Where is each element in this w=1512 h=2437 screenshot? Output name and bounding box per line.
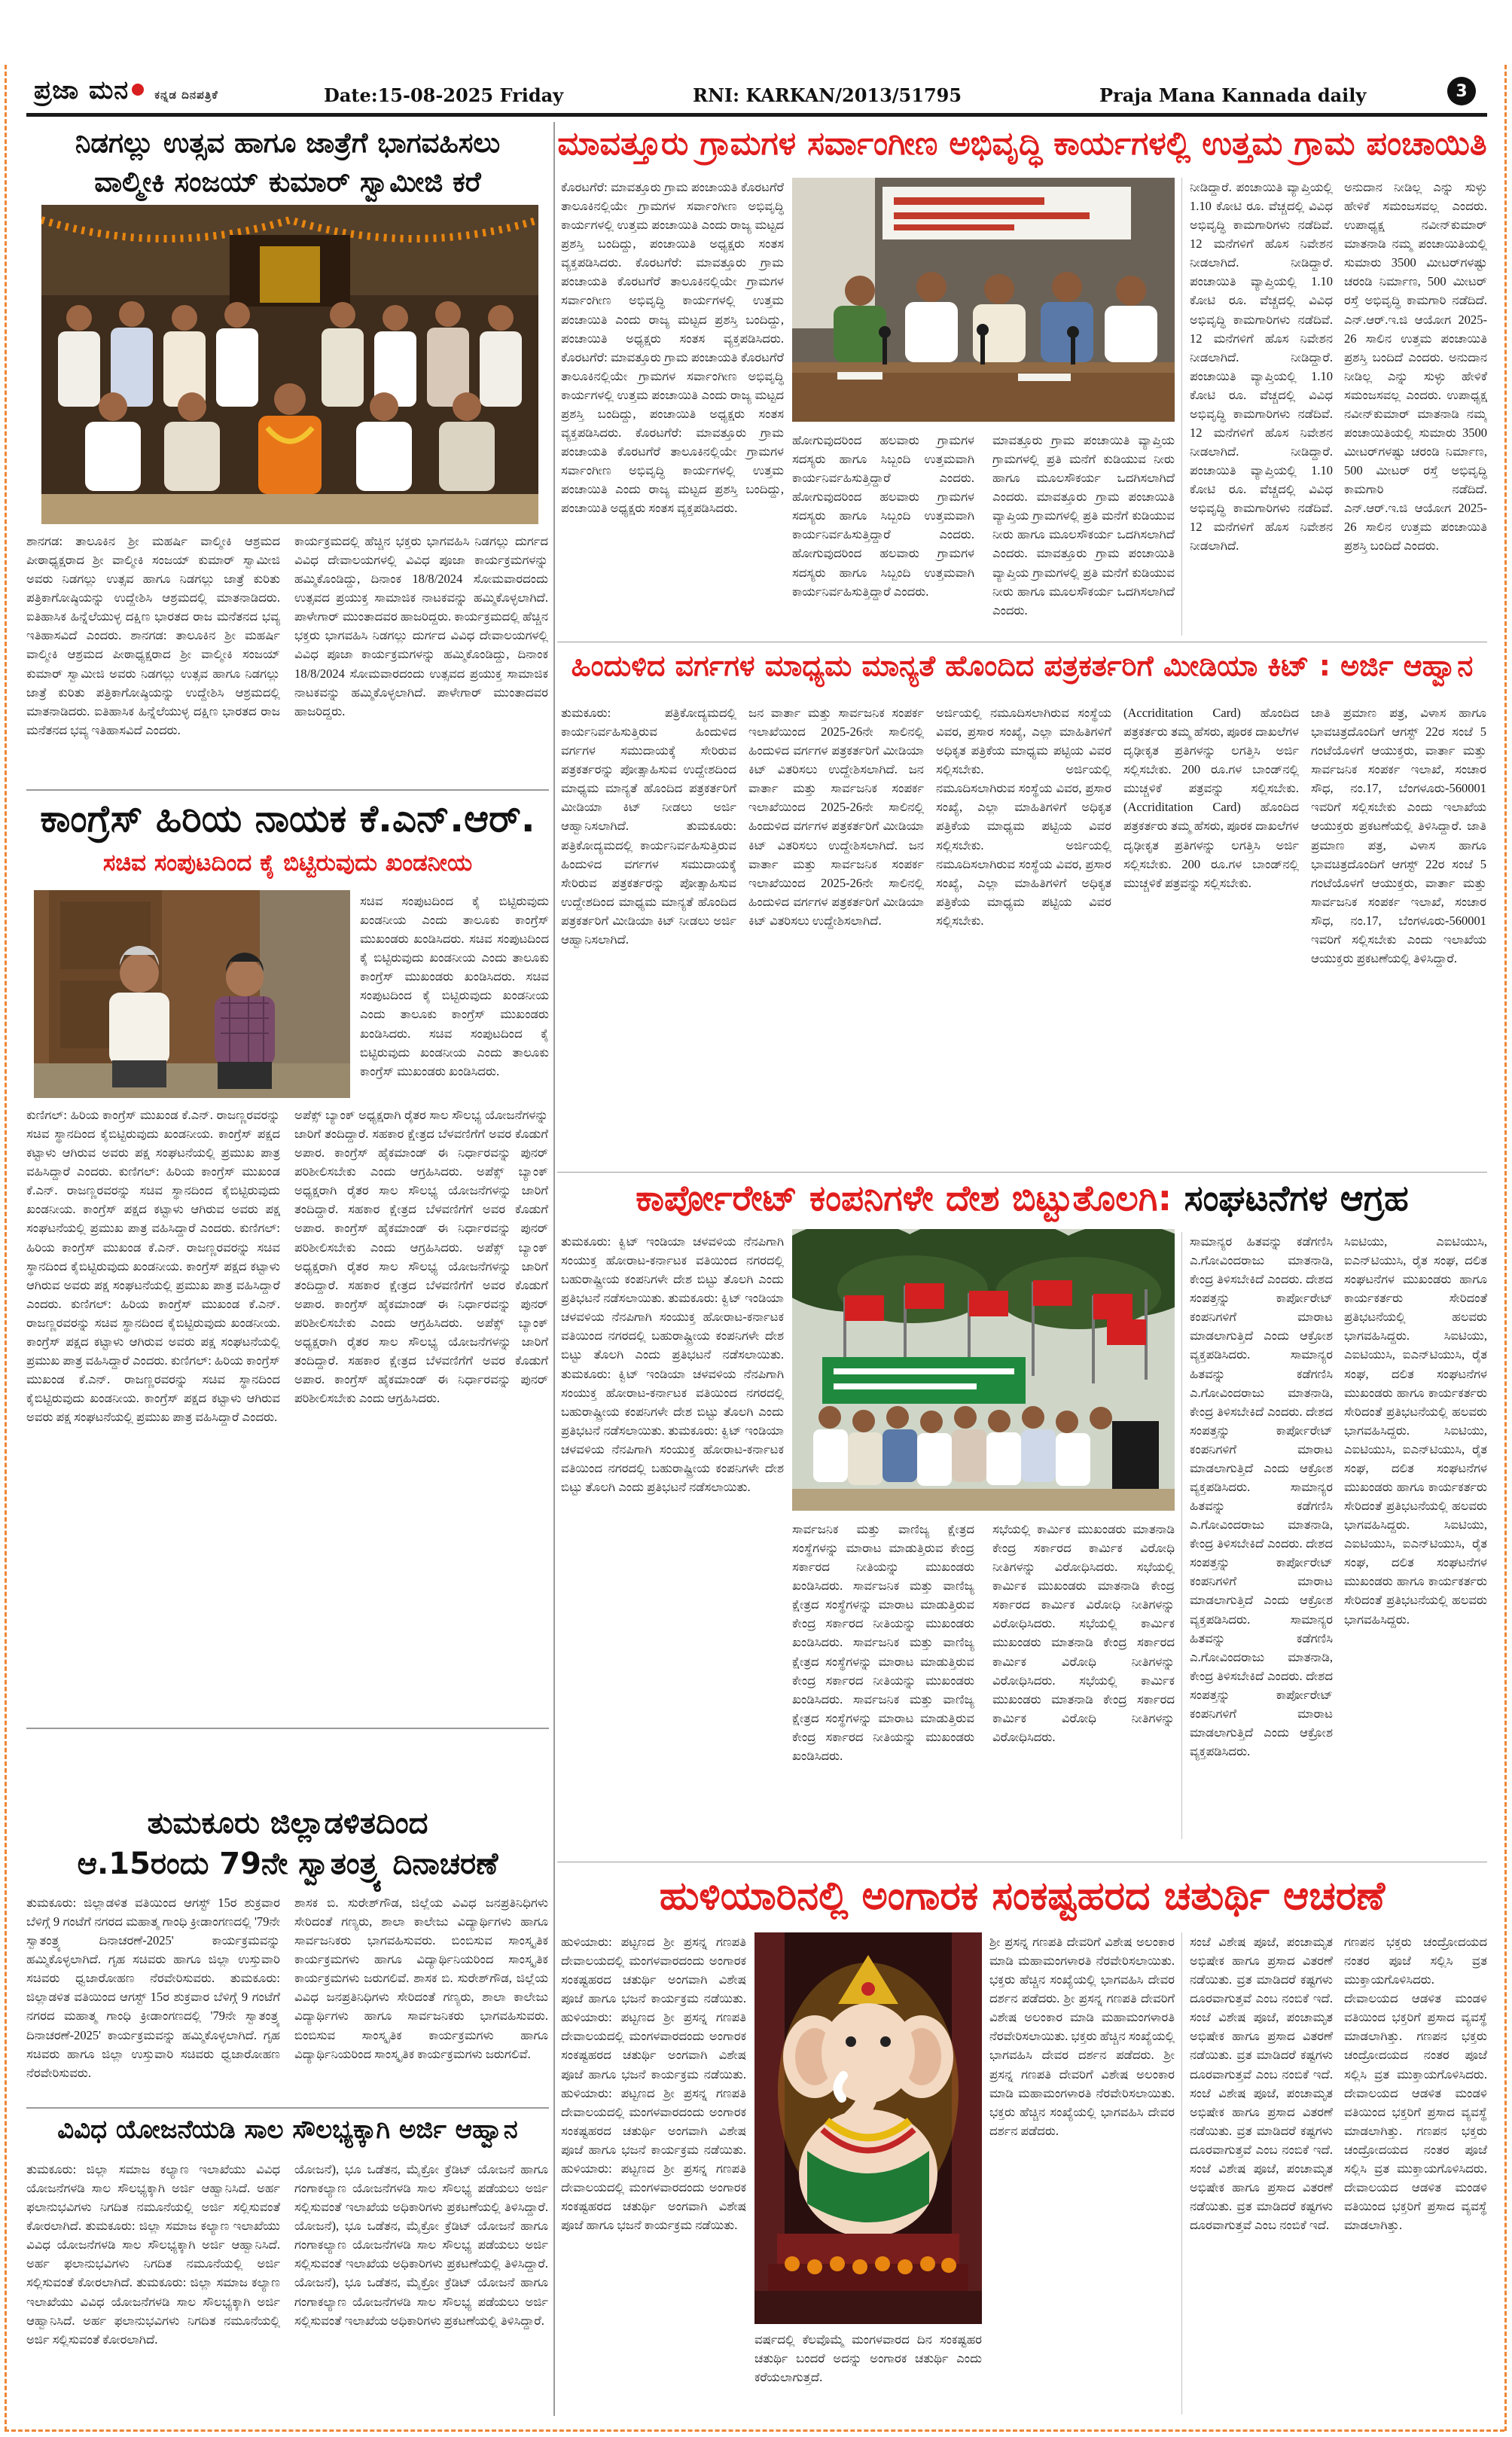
mavatturu-body-col1: ಕೊರಟಗೆರೆ: ಮಾವತ್ತೂರು ಗ್ರಾಮ ಪಂಚಾಯತಿ ಕೊರಟಗೆರೆ ತಾಲೂಕಿನಲ್ಲಿಯೇ ಗ್ರಾಮಗಳ ಸರ್ವಾಂಗೀಣ ಅಭಿವೃದ್ಧಿ ಕಾರ್ಯಗಳಲ್ಲಿ ಉತ್ತಮ ಪಂಚಾಯಿತಿ ಎಂದು ರಾಜ್ಯ ಮಟ್ಟದ ಪ್ರಶಸ್ತಿ ಬಂದಿದ್ದು, ಪಂಚಾಯಿತಿ ಅಧ್ಯಕ್ಷರು ಸಂತಸ ವ್ಯಕ್ತಪಡಿಸಿದರು. ಕೊರಟಗೆರೆ: ಮಾವತ್ತೂರು ಗ್ರಾಮ ಪಂಚಾಯತಿ ಕೊರಟಗೆರೆ ತಾಲೂಕಿನಲ್ಲಿಯೇ ಗ್ರಾಮಗಳ ಸರ್ವಾಂಗೀಣ ಅಭಿವೃದ್ಧಿ ಕಾರ್ಯಗಳಲ್ಲಿ ಉತ್ತಮ ಪಂಚಾಯಿತಿ ಎಂದು ರಾಜ್ಯ ಮಟ್ಟದ ಪ್ರಶಸ್ತಿ ಬಂದಿದ್ದು, ಪಂಚಾಯಿತಿ ಅಧ್ಯಕ್ಷರು ಸಂತಸ ವ್ಯಕ್ತಪಡಿಸಿದರು. ಕೊರಟಗೆರೆ: ಮಾವತ್ತೂರು ಗ್ರಾಮ ಪಂಚಾಯತಿ ಕೊರಟಗೆರೆ ತಾಲೂಕಿನಲ್ಲಿಯೇ ಗ್ರಾಮಗಳ ಸರ್ವಾಂಗೀಣ ಅಭಿವೃದ್ಧಿ ಕಾರ್ಯಗಳಲ್ಲಿ ಉತ್ತಮ ಪಂಚಾಯಿತಿ ಎಂದು ರಾಜ್ಯ ಮಟ್ಟದ ಪ್ರಶಸ್ತಿ ಬಂದಿದ್ದು, ಪಂಚಾಯಿತಿ ಅಧ್ಯಕ್ಷರು ಸಂತಸ ವ್ಯಕ್ತಪಡಿಸಿದರು. ಕೊರಟಗೆರೆ: ಮಾವತ್ತೂರು ಗ್ರಾಮ ಪಂಚಾಯತಿ ಕೊರಟಗೆರೆ ತಾಲೂಕಿನಲ್ಲಿಯೇ ಗ್ರಾಮಗಳ ಸರ್ವಾಂಗೀಣ ಅಭಿವೃದ್ಧಿ ಕಾರ್ಯಗಳಲ್ಲಿ ಉತ್ತಮ ಪಂಚಾಯಿತಿ ಎಂದು ರಾಜ್ಯ ಮಟ್ಟದ ಪ್ರಶಸ್ತಿ ಬಂದಿದ್ದು, ಪಂಚಾಯಿತಿ ಅಧ್ಯಕ್ಷರು ಸಂತಸ ವ್ಯಕ್ತಪಡಿಸಿದರು. xyxy=(561,180,784,516)
headline-loan: ವಿವಿಧ ಯೋಜನೆಯಡಿ ಸಾಲ ಸೌಲಭ್ಯಕ್ಕಾಗಿ ಅರ್ಜಿ ಆಹ್ವಾನ xyxy=(57,2115,518,2145)
photo-nidagallu-illustration xyxy=(41,205,538,524)
mavatturu-body-col5: ಅನುದಾನ ನೀಡಿಲ್ಲ ಎನ್ನು ಸುಳ್ಳು ಹೇಳಿಕೆ ಸಮಂಜಸವಲ್ಲ ಎಂದರು. ಉಪಾಧ್ಯಕ್ಷ ನವೀನ್‌ಕುಮಾರ್ ಮಾತನಾಡಿ ನಮ್ಮ ಪಂಚಾಯಿತಿಯಲ್ಲಿ ಸುಮಾರು 3500 ಮೀಟರ್‌ಗಳಷ್ಟು ಚರಂಡಿ ನಿರ್ಮಾಣ, 500 ಮೀಟರ್ ರಸ್ತೆ ಅಭಿವೃದ್ಧಿ ಕಾಮಗಾರಿ ನಡೆದಿದೆ. ಎನ್.ಆರ್.ಇ.ಜಿ ಆಯೋಗ 2025-26 ಸಾಲಿನ ಉತ್ತಮ ಪಂಚಾಯಿತಿ ಪ್ರಶಸ್ತಿ ಬಂದಿದೆ ಎಂದರು. ಅನುದಾನ ನೀಡಿಲ್ಲ ಎನ್ನು ಸುಳ್ಳು ಹೇಳಿಕೆ ಸಮಂಜಸವಲ್ಲ ಎಂದರು. ಉಪಾಧ್ಯಕ್ಷ ನವೀನ್‌ಕುಮಾರ್ ಮಾತನಾಡಿ ನಮ್ಮ ಪಂಚಾಯಿತಿಯಲ್ಲಿ ಸುಮಾರು 3500 ಮೀಟರ್‌ಗಳಷ್ಟು ಚರಂಡಿ ನಿರ್ಮಾಣ, 500 ಮೀಟರ್ ರಸ್ತೆ ಅಭಿವೃದ್ಧಿ ಕಾಮಗಾರಿ ನಡೆದಿದೆ. ಎನ್.ಆರ್.ಇ.ಜಿ ಆಯೋಗ 2025-26 ಸಾಲಿನ ಉತ್ತಮ ಪಂಚಾಯಿತಿ ಪ್ರಶಸ್ತಿ ಬಂದಿದೆ ಎಂದರು. xyxy=(1344,180,1487,554)
header-date: Date:15-08-2025 Friday xyxy=(324,84,564,106)
section-divider-vertical xyxy=(553,122,555,2416)
headline-corporate-black: ಸಂಘಟನೆಗಳ ಆಗ್ರಹ xyxy=(1184,1178,1409,1219)
logo-text-sub: ಕನ್ನಡ ದಿನಪತ್ರಿಕೆ xyxy=(154,88,218,102)
media-kit-body-col2: ಜನ ವಾರ್ತಾ ಮತ್ತು ಸಾರ್ವಜನಿಕ ಸಂಪರ್ಕ ಇಲಾಖೆಯಿಂದ 2025-26ನೇ ಸಾಲಿನಲ್ಲಿ ಹಿಂದುಳಿದ ವರ್ಗಗಳ ಪತ್ರಕರ್ತರಿಗೆ ಮೀಡಿಯಾ ಕಿಟ್ ವಿತರಿಸಲು ಉದ್ದೇಶಿಸಲಾಗಿದೆ. ಜನ ವಾರ್ತಾ ಮತ್ತು ಸಾರ್ವಜನಿಕ ಸಂಪರ್ಕ ಇಲಾಖೆಯಿಂದ 2025-26ನೇ ಸಾಲಿನಲ್ಲಿ ಹಿಂದುಳಿದ ವರ್ಗಗಳ ಪತ್ರಕರ್ತರಿಗೆ ಮೀಡಿಯಾ ಕಿಟ್ ವಿತರಿಸಲು ಉದ್ದೇಶಿಸಲಾಗಿದೆ. ಜನ ವಾರ್ತಾ ಮತ್ತು ಸಾರ್ವಜನಿಕ ಸಂಪರ್ಕ ಇಲಾಖೆಯಿಂದ 2025-26ನೇ ಸಾಲಿನಲ್ಲಿ ಹಿಂದುಳಿದ ವರ್ಗಗಳ ಪತ್ರಕರ್ತರಿಗೆ ಮೀಡಿಯಾ ಕಿಟ್ ವಿತರಿಸಲು ಉದ್ದೇಶಿಸಲಾಗಿದೆ. xyxy=(748,706,924,928)
corporate-body-col5: ಸಿಐಟಿಯು, ಎಐಟಿಯುಸಿ, ಐಎನ್‌ಟಿಯುಸಿ, ರೈತ ಸಂಘ, ದಲಿತ ಸಂಘಟನೆಗಳ ಮುಖಂಡರು ಹಾಗೂ ಕಾರ್ಯಕರ್ತರು ಸೇರಿದಂತೆ ಪ್ರತಿಭಟನೆಯಲ್ಲಿ ಹಲವರು ಭಾಗವಹಿಸಿದ್ದರು. ಸಿಐಟಿಯು, ಎಐಟಿಯುಸಿ, ಐಎನ್‌ಟಿಯುಸಿ, ರೈತ ಸಂಘ, ದಲಿತ ಸಂಘಟನೆಗಳ ಮುಖಂಡರು ಹಾಗೂ ಕಾರ್ಯಕರ್ತರು ಸೇರಿದಂತೆ ಪ್ರತಿಭಟನೆಯಲ್ಲಿ ಹಲವರು ಭಾಗವಹಿಸಿದ್ದರು. ಸಿಐಟಿಯು, ಎಐಟಿಯುಸಿ, ಐಎನ್‌ಟಿಯುಸಿ, ರೈತ ಸಂಘ, ದಲಿತ ಸಂಘಟನೆಗಳ ಮುಖಂಡರು ಹಾಗೂ ಕಾರ್ಯಕರ್ತರು ಸೇರಿದಂತೆ ಪ್ರತಿಭಟನೆಯಲ್ಲಿ ಹಲವರು ಭಾಗವಹಿಸಿದ್ದರು. ಸಿಐಟಿಯು, ಎಐಟಿಯುಸಿ, ಐಎನ್‌ಟಿಯುಸಿ, ರೈತ ಸಂಘ, ದಲಿತ ಸಂಘಟನೆಗಳ ಮುಖಂಡರು ಹಾಗೂ ಕಾರ್ಯಕರ್ತರು ಸೇರಿದಂತೆ ಪ್ರತಿಭಟನೆಯಲ್ಲಿ ಹಲವರು ಭಾಗವಹಿಸಿದ್ದರು. xyxy=(1344,1234,1487,1627)
headline-independence-line2: ಆ.15ರಂದು 79ನೇ ಸ್ವಾತಂತ್ರ್ಯ ದಿನಾಚರಣೆ xyxy=(77,1847,498,1881)
loan-body-col1: ತುಮಕೂರು: ಜಿಲ್ಲಾ ಸಮಾಜ ಕಲ್ಯಾಣ ಇಲಾಖೆಯು ವಿವಿಧ ಯೋಜನೆಗಳಡಿ ಸಾಲ ಸೌಲಭ್ಯಕ್ಕಾಗಿ ಅರ್ಜಿ ಆಹ್ವಾನಿಸಿದೆ. ಅರ್ಹ ಫಲಾನುಭವಿಗಳು ನಿಗದಿತ ನಮೂನೆಯಲ್ಲಿ ಅರ್ಜಿ ಸಲ್ಲಿಸುವಂತೆ ಕೋರಲಾಗಿದೆ. ತುಮಕೂರು: ಜಿಲ್ಲಾ ಸಮಾಜ ಕಲ್ಯಾಣ ಇಲಾಖೆಯು ವಿವಿಧ ಯೋಜನೆಗಳಡಿ ಸಾಲ ಸೌಲಭ್ಯಕ್ಕಾಗಿ ಅರ್ಜಿ ಆಹ್ವಾನಿಸಿದೆ. ಅರ್ಹ ಫಲಾನುಭವಿಗಳು ನಿಗದಿತ ನಮೂನೆಯಲ್ಲಿ ಅರ್ಜಿ ಸಲ್ಲಿಸುವಂತೆ ಕೋರಲಾಗಿದೆ. ತುಮಕೂರು: ಜಿಲ್ಲಾ ಸಮಾಜ ಕಲ್ಯಾಣ ಇಲಾಖೆಯು ವಿವಿಧ ಯೋಜನೆಗಳಡಿ ಸಾಲ ಸೌಲಭ್ಯಕ್ಕಾಗಿ ಅರ್ಜಿ ಆಹ್ವಾನಿಸಿದೆ. ಅರ್ಹ ಫಲಾನುಭವಿಗಳು ನಿಗದಿತ ನಮೂನೆಯಲ್ಲಿ ಅರ್ಜಿ ಸಲ್ಲಿಸುವಂತೆ ಕೋರಲಾಗಿದೆ. xyxy=(26,2162,280,2347)
knr-body-col1: ಕುಣಿಗಲ್: ಹಿರಿಯ ಕಾಂಗ್ರೆಸ್ ಮುಖಂಡ ಕೆ.ಎನ್. ರಾಜಣ್ಣರವರನ್ನು ಸಚಿವ ಸ್ಥಾನದಿಂದ ಕೈಬಿಟ್ಟಿರುವುದು ಖಂಡನೀಯ. ಕಾಂಗ್ರೆಸ್ ಪಕ್ಷದ ಕಟ್ಟಾಳು ಆಗಿರುವ ಅವರು ಪಕ್ಷ ಸಂಘಟನೆಯಲ್ಲಿ ಪ್ರಮುಖ ಪಾತ್ರ ವಹಿಸಿದ್ದಾರೆ ಎಂದರು. ಕುಣಿಗಲ್: ಹಿರಿಯ ಕಾಂಗ್ರೆಸ್ ಮುಖಂಡ ಕೆ.ಎನ್. ರಾಜಣ್ಣರವರನ್ನು ಸಚಿವ ಸ್ಥಾನದಿಂದ ಕೈಬಿಟ್ಟಿರುವುದು ಖಂಡನೀಯ. ಕಾಂಗ್ರೆಸ್ ಪಕ್ಷದ ಕಟ್ಟಾಳು ಆಗಿರುವ ಅವರು ಪಕ್ಷ ಸಂಘಟನೆಯಲ್ಲಿ ಪ್ರಮುಖ ಪಾತ್ರ ವಹಿಸಿದ್ದಾರೆ ಎಂದರು. ಕುಣಿಗಲ್: ಹಿರಿಯ ಕಾಂಗ್ರೆಸ್ ಮುಖಂಡ ಕೆ.ಎನ್. ರಾಜಣ್ಣರವರನ್ನು ಸಚಿವ ಸ್ಥಾನದಿಂದ ಕೈಬಿಟ್ಟಿರುವುದು ಖಂಡನೀಯ. ಕಾಂಗ್ರೆಸ್ ಪಕ್ಷದ ಕಟ್ಟಾಳು ಆಗಿರುವ ಅವರು ಪಕ್ಷ ಸಂಘಟನೆಯಲ್ಲಿ ಪ್ರಮುಖ ಪಾತ್ರ ವಹಿಸಿದ್ದಾರೆ ಎಂದರು. ಕುಣಿಗಲ್: ಹಿರಿಯ ಕಾಂಗ್ರೆಸ್ ಮುಖಂಡ ಕೆ.ಎನ್. ರಾಜಣ್ಣರವರನ್ನು ಸಚಿವ ಸ್ಥಾನದಿಂದ ಕೈಬಿಟ್ಟಿರುವುದು ಖಂಡನೀಯ. ಕಾಂಗ್ರೆಸ್ ಪಕ್ಷದ ಕಟ್ಟಾಳು ಆಗಿರುವ ಅವರು ಪಕ್ಷ ಸಂಘಟನೆಯಲ್ಲಿ ಪ್ರಮುಖ ಪಾತ್ರ ವಹಿಸಿದ್ದಾರೆ ಎಂದರು. ಕುಣಿಗಲ್: ಹಿರಿಯ ಕಾಂಗ್ರೆಸ್ ಮುಖಂಡ ಕೆ.ಎನ್. ರಾಜಣ್ಣರವರನ್ನು ಸಚಿವ ಸ್ಥಾನದಿಂದ ಕೈಬಿಟ್ಟಿರುವುದು ಖಂಡನೀಯ. ಕಾಂಗ್ರೆಸ್ ಪಕ್ಷದ ಕಟ್ಟಾಳು ಆಗಿರುವ ಅವರು ಪಕ್ಷ ಸಂಘಟನೆಯಲ್ಲಿ ಪ್ರಮುಖ ಪಾತ್ರ ವಹಿಸಿದ್ದಾರೆ ಎಂದರು. xyxy=(26,1108,280,1425)
header-title-en: Praja Mana Kannada daily xyxy=(1099,84,1367,106)
page-number-badge: 3 xyxy=(1447,77,1476,105)
headline-mavatturu: ಮಾವತ್ತೂರು ಗ್ರಾಮಗಳ ಸರ್ವಾಂಗೀಣ ಅಭಿವೃದ್ಧಿ ಕಾರ್ಯಗಳಲ್ಲಿ ಉತ್ತಮ ಗ್ರಾಮ ಪಂಚಾಯಿತಿ xyxy=(557,125,1487,163)
header-rule xyxy=(26,113,1487,117)
page-border-bottom xyxy=(5,2429,1504,2432)
photo-knr-illustration xyxy=(34,890,350,1098)
chaturthi-body-col5: ಗಣಪನ ಭಕ್ತರು ಚಂದ್ರೋದಯದ ನಂತರ ಪೂಜೆ ಸಲ್ಲಿಸಿ ವ್ರತ ಮುಕ್ತಾಯಗೊಳಿಸಿದರು. ದೇವಾಲಯದ ಆಡಳಿತ ಮಂಡಳಿ ವತಿಯಿಂದ ಭಕ್ತರಿಗೆ ಪ್ರಸಾದ ವ್ಯವಸ್ಥೆ ಮಾಡಲಾಗಿತ್ತು. ಗಣಪನ ಭಕ್ತರು ಚಂದ್ರೋದಯದ ನಂತರ ಪೂಜೆ ಸಲ್ಲಿಸಿ ವ್ರತ ಮುಕ್ತಾಯಗೊಳಿಸಿದರು. ದೇವಾಲಯದ ಆಡಳಿತ ಮಂಡಳಿ ವತಿಯಿಂದ ಭಕ್ತರಿಗೆ ಪ್ರಸಾದ ವ್ಯವಸ್ಥೆ ಮಾಡಲಾಗಿತ್ತು. ಗಣಪನ ಭಕ್ತರು ಚಂದ್ರೋದಯದ ನಂತರ ಪೂಜೆ ಸಲ್ಲಿಸಿ ವ್ರತ ಮುಕ್ತಾಯಗೊಳಿಸಿದರು. ದೇವಾಲಯದ ಆಡಳಿತ ಮಂಡಳಿ ವತಿಯಿಂದ ಭಕ್ತರಿಗೆ ಪ್ರಸಾದ ವ್ಯವಸ್ಥೆ ಮಾಡಲಾಗಿತ್ತು. xyxy=(1344,1935,1487,2233)
divider-left-2 xyxy=(26,1728,549,1729)
subhead-knr: ಸಚಿವ ಸಂಪುಟದಿಂದ ಕೈ ಬಿಟ್ಟಿರುವುದು ಖಂಡನೀಯ xyxy=(102,849,473,877)
logo-emblem-icon xyxy=(132,84,144,96)
media-kit-body-col5: ಜಾತಿ ಪ್ರಮಾಣ ಪತ್ರ, ವಿಳಾಸ ಹಾಗೂ ಭಾವಚಿತ್ರದೊಂದಿಗೆ ಆಗಸ್ಟ್ 22ರ ಸಂಜೆ 5 ಗಂಟೆಯೊಳಗೆ ಆಯುಕ್ತರು, ವಾರ್ತಾ ಮತ್ತು ಸಾರ್ವಜನಿಕ ಸಂಪರ್ಕ ಇಲಾಖೆ, ಸಂಚಾರ ಸೌಧ, ನಂ.17, ಬೆಂಗಳೂರು-560001 ಇವರಿಗೆ ಸಲ್ಲಿಸಬೇಕು ಎಂದು ಇಲಾಖೆಯ ಆಯುಕ್ತರು ಪ್ರಕಟಣೆಯಲ್ಲಿ ತಿಳಿಸಿದ್ದಾರೆ. ಜಾತಿ ಪ್ರಮಾಣ ಪತ್ರ, ವಿಳಾಸ ಹಾಗೂ ಭಾವಚಿತ್ರದೊಂದಿಗೆ ಆಗಸ್ಟ್ 22ರ ಸಂಜೆ 5 ಗಂಟೆಯೊಳಗೆ ಆಯುಕ್ತರು, ವಾರ್ತಾ ಮತ್ತು ಸಾರ್ವಜನಿಕ ಸಂಪರ್ಕ ಇಲಾಖೆ, ಸಂಚಾರ ಸೌಧ, ನಂ.17, ಬೆಂಗಳೂರು-560001 ಇವರಿಗೆ ಸಲ್ಲಿಸಬೇಕು ಎಂದು ಇಲಾಖೆಯ ಆಯುಕ್ತರು ಪ್ರಕಟಣೆಯಲ್ಲಿ ತಿಳಿಸಿದ್ದಾರೆ. xyxy=(1311,706,1486,966)
independence-body-col1: ತುಮಕೂರು: ಜಿಲ್ಲಾಡಳಿತ ವತಿಯಿಂದ ಆಗಸ್ಟ್ 15ರ ಶುಕ್ರವಾರ ಬೆಳಿಗ್ಗೆ 9 ಗಂಟೆಗೆ ನಗರದ ಮಹಾತ್ಮ ಗಾಂಧಿ ಕ್ರೀಡಾಂಗಣದಲ್ಲಿ '79ನೇ ಸ್ವಾತಂತ್ರ್ಯ ದಿನಾಚರಣೆ-2025' ಕಾರ್ಯಕ್ರಮವನ್ನು ಹಮ್ಮಿಕೊಳ್ಳಲಾಗಿದೆ. ಗೃಹ ಸಚಿವರು ಹಾಗೂ ಜಿಲ್ಲಾ ಉಸ್ತುವಾರಿ ಸಚಿವರು ಧ್ವಜಾರೋಹಣ ನೆರವೇರಿಸುವರು. ತುಮಕೂರು: ಜಿಲ್ಲಾಡಳಿತ ವತಿಯಿಂದ ಆಗಸ್ಟ್ 15ರ ಶುಕ್ರವಾರ ಬೆಳಿಗ್ಗೆ 9 ಗಂಟೆಗೆ ನಗರದ ಮಹಾತ್ಮ ಗಾಂಧಿ ಕ್ರೀಡಾಂಗಣದಲ್ಲಿ '79ನೇ ಸ್ವಾತಂತ್ರ್ಯ ದಿನಾಚರಣೆ-2025' ಕಾರ್ಯಕ್ರಮವನ್ನು ಹಮ್ಮಿಕೊಳ್ಳಲಾಗಿದೆ. ಗೃಹ ಸಚಿವರು ಹಾಗೂ ಜಿಲ್ಲಾ ಉಸ್ತುವಾರಿ ಸಚಿವರು ಧ್ವಜಾರೋಹಣ ನೆರವೇರಿಸುವರು. xyxy=(26,1896,280,2080)
headline-knr: ಕಾಂಗ್ರೆಸ್ ಹಿರಿಯ ನಾಯಕ ಕೆ.ಎನ್.ಆರ್. xyxy=(40,797,535,840)
logo-text-main: ಪ್ರಜಾ ಮನ xyxy=(34,75,130,105)
corporate-body-colP1: ಸಾರ್ವಜನಿಕ ಮತ್ತು ವಾಣಿಜ್ಯ ಕ್ಷೇತ್ರದ ಸಂಸ್ಥೆಗಳನ್ನು ಮಾರಾಟ ಮಾಡುತ್ತಿರುವ ಕೇಂದ್ರ ಸರ್ಕಾರದ ನೀತಿಯನ್ನು ಮುಖಂಡರು ಖಂಡಿಸಿದರು. ಸಾರ್ವಜನಿಕ ಮತ್ತು ವಾಣಿಜ್ಯ ಕ್ಷೇತ್ರದ ಸಂಸ್ಥೆಗಳನ್ನು ಮಾರಾಟ ಮಾಡುತ್ತಿರುವ ಕೇಂದ್ರ ಸರ್ಕಾರದ ನೀತಿಯನ್ನು ಮುಖಂಡರು ಖಂಡಿಸಿದರು. ಸಾರ್ವಜನಿಕ ಮತ್ತು ವಾಣಿಜ್ಯ ಕ್ಷೇತ್ರದ ಸಂಸ್ಥೆಗಳನ್ನು ಮಾರಾಟ ಮಾಡುತ್ತಿರುವ ಕೇಂದ್ರ ಸರ್ಕಾರದ ನೀತಿಯನ್ನು ಮುಖಂಡರು ಖಂಡಿಸಿದರು. ಸಾರ್ವಜನಿಕ ಮತ್ತು ವಾಣಿಜ್ಯ ಕ್ಷೇತ್ರದ ಸಂಸ್ಥೆಗಳನ್ನು ಮಾರಾಟ ಮಾಡುತ್ತಿರುವ ಕೇಂದ್ರ ಸರ್ಕಾರದ ನೀತಿಯನ್ನು ಮುಖಂಡರು ಖಂಡಿಸಿದರು. xyxy=(792,1522,974,1763)
photo-ganesha-illustration xyxy=(754,1932,982,2324)
knr-side-col: ಸಚಿವ ಸಂಪುಟದಿಂದ ಕೈ ಬಿಟ್ಟಿರುವುದು ಖಂಡನೀಯ ಎಂದು ತಾಲೂಕು ಕಾಂಗ್ರೆಸ್ ಮುಖಂಡರು ಖಂಡಿಸಿದರು. ಸಚಿವ ಸಂಪುಟದಿಂದ ಕೈ ಬಿಟ್ಟಿರುವುದು ಖಂಡನೀಯ ಎಂದು ತಾಲೂಕು ಕಾಂಗ್ರೆಸ್ ಮುಖಂಡರು ಖಂಡಿಸಿದರು. ಸಚಿವ ಸಂಪುಟದಿಂದ ಕೈ ಬಿಟ್ಟಿರುವುದು ಖಂಡನೀಯ ಎಂದು ತಾಲೂಕು ಕಾಂಗ್ರೆಸ್ ಮುಖಂಡರು ಖಂಡಿಸಿದರು. ಸಚಿವ ಸಂಪುಟದಿಂದ ಕೈ ಬಿಟ್ಟಿರುವುದು ಖಂಡನೀಯ ಎಂದು ತಾಲೂಕು ಕಾಂಗ್ರೆಸ್ ಮುಖಂಡರು ಖಂಡಿಸಿದರು. xyxy=(360,894,549,1078)
nidagallu-body-col1: ಶಾನಗಡ: ತಾಲೂಕಿನ ಶ್ರೀ ಮಹರ್ಷಿ ವಾಲ್ಮೀಕಿ ಆಶ್ರಮದ ಪೀಠಾಧ್ಯಕ್ಷರಾದ ಶ್ರೀ ವಾಲ್ಮೀಕಿ ಸಂಜಯ್ ಕುಮಾರ್ ಸ್ವಾಮೀಜಿ ಅವರು ನಿಡಗಲ್ಲು ಉತ್ಸವ ಹಾಗೂ ನಿಡಗಲ್ಲು ಜಾತ್ರೆ ಕುರಿತು ಪತ್ರಿಕಾಗೋಷ್ಠಿಯನ್ನು ಉದ್ದೇಶಿಸಿ ಆಶ್ರಮದಲ್ಲಿ ಮಾತನಾಡಿದರು. ಐತಿಹಾಸಿಕ ಹಿನ್ನೆಲೆಯುಳ್ಳ ದಕ್ಷಿಣ ಭಾರತದ ರಾಜ ಮನೆತನದ ಭವ್ಯ ಇತಿಹಾಸವಿದೆ ಎಂದರು. ಶಾನಗಡ: ತಾಲೂಕಿನ ಶ್ರೀ ಮಹರ್ಷಿ ವಾಲ್ಮೀಕಿ ಆಶ್ರಮದ ಪೀಠಾಧ್ಯಕ್ಷರಾದ ಶ್ರೀ ವಾಲ್ಮೀಕಿ ಸಂಜಯ್ ಕುಮಾರ್ ಸ್ವಾಮೀಜಿ ಅವರು ನಿಡಗಲ್ಲು ಉತ್ಸವ ಹಾಗೂ ನಿಡಗಲ್ಲು ಜಾತ್ರೆ ಕುರಿತು ಪತ್ರಿಕಾಗೋಷ್ಠಿಯನ್ನು ಉದ್ದೇಶಿಸಿ ಆಶ್ರಮದಲ್ಲಿ ಮಾತನಾಡಿದರು. ಐತಿಹಾಸಿಕ ಹಿನ್ನೆಲೆಯುಳ್ಳ ದಕ್ಷಿಣ ಭಾರತದ ರಾಜ ಮನೆತನದ ಭವ್ಯ ಇತಿಹಾಸವಿದೆ ಎಂದರು. xyxy=(26,534,280,737)
chaturthi-body-col4: ಸಂಜೆ ವಿಶೇಷ ಪೂಜೆ, ಪಂಚಾಮೃತ ಅಭಿಷೇಕ ಹಾಗೂ ಪ್ರಸಾದ ವಿತರಣೆ ನಡೆಯಿತು. ವ್ರತ ಮಾಡಿದರೆ ಕಷ್ಟಗಳು ದೂರವಾಗುತ್ತವೆ ಎಂಬ ನಂಬಿಕೆ ಇದೆ. ಸಂಜೆ ವಿಶೇಷ ಪೂಜೆ, ಪಂಚಾಮೃತ ಅಭಿಷೇಕ ಹಾಗೂ ಪ್ರಸಾದ ವಿತರಣೆ ನಡೆಯಿತು. ವ್ರತ ಮಾಡಿದರೆ ಕಷ್ಟಗಳು ದೂರವಾಗುತ್ತವೆ ಎಂಬ ನಂಬಿಕೆ ಇದೆ. ಸಂಜೆ ವಿಶೇಷ ಪೂಜೆ, ಪಂಚಾಮೃತ ಅಭಿಷೇಕ ಹಾಗೂ ಪ್ರಸಾದ ವಿತರಣೆ ನಡೆಯಿತು. ವ್ರತ ಮಾಡಿದರೆ ಕಷ್ಟಗಳು ದೂರವಾಗುತ್ತವೆ ಎಂಬ ನಂಬಿಕೆ ಇದೆ. ಸಂಜೆ ವಿಶೇಷ ಪೂಜೆ, ಪಂಚಾಮೃತ ಅಭಿಷೇಕ ಹಾಗೂ ಪ್ರಸಾದ ವಿತರಣೆ ನಡೆಯಿತು. ವ್ರತ ಮಾಡಿದರೆ ಕಷ್ಟಗಳು ದೂರವಾಗುತ್ತವೆ ಎಂಬ ನಂಬಿಕೆ ಇದೆ. xyxy=(1190,1935,1333,2233)
header-rni: RNI: KARKAN/2013/51795 xyxy=(693,84,962,106)
corporate-body-col4: ಸಾಮಾನ್ಯರ ಹಿತವನ್ನು ಕಡೆಗಣಿಸಿ ಎ.ಗೋವಿಂದರಾಜು ಮಾತನಾಡಿ, ಕೇಂದ್ರ ತಿಳಿಸಬೇಕಿದೆ ಎಂದರು. ದೇಶದ ಸಂಪತ್ತನ್ನು ಕಾರ್ಪೋರೇಟ್ ಕಂಪನಿಗಳಿಗೆ ಮಾರಾಟ ಮಾಡಲಾಗುತ್ತಿದೆ ಎಂದು ಆಕ್ರೋಶ ವ್ಯಕ್ತಪಡಿಸಿದರು. ಸಾಮಾನ್ಯರ ಹಿತವನ್ನು ಕಡೆಗಣಿಸಿ ಎ.ಗೋವಿಂದರಾಜು ಮಾತನಾಡಿ, ಕೇಂದ್ರ ತಿಳಿಸಬೇಕಿದೆ ಎಂದರು. ದೇಶದ ಸಂಪತ್ತನ್ನು ಕಾರ್ಪೋರೇಟ್ ಕಂಪನಿಗಳಿಗೆ ಮಾರಾಟ ಮಾಡಲಾಗುತ್ತಿದೆ ಎಂದು ಆಕ್ರೋಶ ವ್ಯಕ್ತಪಡಿಸಿದರು. ಸಾಮಾನ್ಯರ ಹಿತವನ್ನು ಕಡೆಗಣಿಸಿ ಎ.ಗೋವಿಂದರಾಜು ಮಾತನಾಡಿ, ಕೇಂದ್ರ ತಿಳಿಸಬೇಕಿದೆ ಎಂದರು. ದೇಶದ ಸಂಪತ್ತನ್ನು ಕಾರ್ಪೋರೇಟ್ ಕಂಪನಿಗಳಿಗೆ ಮಾರಾಟ ಮಾಡಲಾಗುತ್ತಿದೆ ಎಂದು ಆಕ್ರೋಶ ವ್ಯಕ್ತಪಡಿಸಿದರು. ಸಾಮಾನ್ಯರ ಹಿತವನ್ನು ಕಡೆಗಣಿಸಿ ಎ.ಗೋವಿಂದರಾಜು ಮಾತನಾಡಿ, ಕೇಂದ್ರ ತಿಳಿಸಬೇಕಿದೆ ಎಂದರು. ದೇಶದ ಸಂಪತ್ತನ್ನು ಕಾರ್ಪೋರೇಟ್ ಕಂಪನಿಗಳಿಗೆ ಮಾರಾಟ ಮಾಡಲಾಗುತ್ತಿದೆ ಎಂದು ಆಕ್ರೋಶ ವ್ಯಕ್ತಪಡಿಸಿದರು. xyxy=(1190,1234,1333,1759)
photo-protest-illustration xyxy=(792,1229,1175,1511)
media-kit-body-col4: (Accriditation Card) ಹೊಂದಿದ ಪತ್ರಕರ್ತರು ತಮ್ಮ ಹೆಸರು, ಪೂರಕ ದಾಖಲೆಗಳ ದೃಢೀಕೃತ ಪ್ರತಿಗಳನ್ನು ಲಗತ್ತಿಸಿ ಅರ್ಜಿ ಸಲ್ಲಿಸಬೇಕು. 200 ರೂ.ಗಳ ಬಾಂಡ್‌ನಲ್ಲಿ ಮುಚ್ಚಳಿಕೆ ಪತ್ರವನ್ನು ಸಲ್ಲಿಸಬೇಕು. (Accriditation Card) ಹೊಂದಿದ ಪತ್ರಕರ್ತರು ತಮ್ಮ ಹೆಸರು, ಪೂರಕ ದಾಖಲೆಗಳ ದೃಢೀಕೃತ ಪ್ರತಿಗಳನ್ನು ಲಗತ್ತಿಸಿ ಅರ್ಜಿ ಸಲ್ಲಿಸಬೇಕು. 200 ರೂ.ಗಳ ಬಾಂಡ್‌ನಲ್ಲಿ ಮುಚ್ಚಳಿಕೆ ಪತ್ರವನ್ನು ಸಲ್ಲಿಸಬೇಕು. xyxy=(1123,706,1299,890)
headline-corporate xyxy=(557,1178,1487,1219)
divider-left-1 xyxy=(26,789,549,791)
corporate-body-col1: ತುಮಕೂರು: ಕ್ವಿಟ್ ಇಂಡಿಯಾ ಚಳವಳಿಯ ನೆನಪಿಗಾಗಿ ಸಂಯುಕ್ತ ಹೋರಾಟ-ಕರ್ನಾಟಕ ವತಿಯಿಂದ ನಗರದಲ್ಲಿ ಬಹುರಾಷ್ಟ್ರೀಯ ಕಂಪನಿಗಳೇ ದೇಶ ಬಿಟ್ಟು ತೊಲಗಿ ಎಂದು ಪ್ರತಿಭಟನೆ ನಡೆಸಲಾಯಿತು. ತುಮಕೂರು: ಕ್ವಿಟ್ ಇಂಡಿಯಾ ಚಳವಳಿಯ ನೆನಪಿಗಾಗಿ ಸಂಯುಕ್ತ ಹೋರಾಟ-ಕರ್ನಾಟಕ ವತಿಯಿಂದ ನಗರದಲ್ಲಿ ಬಹುರಾಷ್ಟ್ರೀಯ ಕಂಪನಿಗಳೇ ದೇಶ ಬಿಟ್ಟು ತೊಲಗಿ ಎಂದು ಪ್ರತಿಭಟನೆ ನಡೆಸಲಾಯಿತು. ತುಮಕೂರು: ಕ್ವಿಟ್ ಇಂಡಿಯಾ ಚಳವಳಿಯ ನೆನಪಿಗಾಗಿ ಸಂಯುಕ್ತ ಹೋರಾಟ-ಕರ್ನಾಟಕ ವತಿಯಿಂದ ನಗರದಲ್ಲಿ ಬಹುರಾಷ್ಟ್ರೀಯ ಕಂಪನಿಗಳೇ ದೇಶ ಬಿಟ್ಟು ತೊಲಗಿ ಎಂದು ಪ್ರತಿಭಟನೆ ನಡೆಸಲಾಯಿತು. ತುಮಕೂರು: ಕ್ವಿಟ್ ಇಂಡಿಯಾ ಚಳವಳಿಯ ನೆನಪಿಗಾಗಿ ಸಂಯುಕ್ತ ಹೋರಾಟ-ಕರ್ನಾಟಕ ವತಿಯಿಂದ ನಗರದಲ್ಲಿ ಬಹುರಾಷ್ಟ್ರೀಯ ಕಂಪನಿಗಳೇ ದೇಶ ಬಿಟ್ಟು ತೊಲಗಿ ಎಂದು ಪ್ರತಿಭಟನೆ ನಡೆಸಲಾಯಿತು. xyxy=(561,1234,784,1495)
nidagallu-body-col2: ಕಾರ್ಯಕ್ರಮದಲ್ಲಿ ಹೆಚ್ಚಿನ ಭಕ್ತರು ಭಾಗವಹಿಸಿ ನಿಡಗಲ್ಲು ದುರ್ಗದ ವಿವಿಧ ದೇವಾಲಯಗಳಲ್ಲಿ ವಿವಿಧ ಪೂಜಾ ಕಾರ್ಯಕ್ರಮಗಳನ್ನು ಹಮ್ಮಿಕೊಂಡಿದ್ದು, ದಿನಾಂಕ 18/8/2024 ಸೋಮವಾರದಂದು ಉತ್ಸವದ ಪ್ರಯುಕ್ತ ಸಾಮಾಜಿಕ ನಾಟಕವನ್ನು ಹಮ್ಮಿಕೊಳ್ಳಲಾಗಿದೆ. ಪಾಳೇಗಾರ್ ಮುಂತಾದವರ ಹಾಜರಿದ್ದರು. ಕಾರ್ಯಕ್ರಮದಲ್ಲಿ ಹೆಚ್ಚಿನ ಭಕ್ತರು ಭಾಗವಹಿಸಿ ನಿಡಗಲ್ಲು ದುರ್ಗದ ವಿವಿಧ ದೇವಾಲಯಗಳಲ್ಲಿ ವಿವಿಧ ಪೂಜಾ ಕಾರ್ಯಕ್ರಮಗಳನ್ನು ಹಮ್ಮಿಕೊಂಡಿದ್ದು, ದಿನಾಂಕ 18/8/2024 ಸೋಮವಾರದಂದು ಉತ್ಸವದ ಪ್ರಯುಕ್ತ ಸಾಮಾಜಿಕ ನಾಟಕವನ್ನು ಹಮ್ಮಿಕೊಳ್ಳಲಾಗಿದೆ. ಪಾಳೇಗಾರ್ ಮುಂತಾದವರ ಹಾಜರಿದ್ದರು. xyxy=(294,534,548,718)
mavatturu-body-colP1: ಹೋಗುವುದರಿಂದ ಹಲವಾರು ಗ್ರಾಮಗಳ ಸದಸ್ಯರು ಹಾಗೂ ಸಿಬ್ಬಂದಿ ಉತ್ತಮವಾಗಿ ಕಾರ್ಯನಿರ್ವಹಿಸುತ್ತಿದ್ದಾರೆ ಎಂದರು. ಹೋಗುವುದರಿಂದ ಹಲವಾರು ಗ್ರಾಮಗಳ ಸದಸ್ಯರು ಹಾಗೂ ಸಿಬ್ಬಂದಿ ಉತ್ತಮವಾಗಿ ಕಾರ್ಯನಿರ್ವಹಿಸುತ್ತಿದ್ದಾರೆ ಎಂದರು. ಹೋಗುವುದರಿಂದ ಹಲವಾರು ಗ್ರಾಮಗಳ ಸದಸ್ಯರು ಹಾಗೂ ಸಿಬ್ಬಂದಿ ಉತ್ತಮವಾಗಿ ಕಾರ್ಯನಿರ್ವಹಿಸುತ್ತಿದ್ದಾರೆ ಎಂದರು. xyxy=(792,433,974,599)
photo-corporate-protest xyxy=(792,1229,1175,1511)
chaturthi-body-col3: ಶ್ರೀ ಪ್ರಸನ್ನ ಗಣಪತಿ ದೇವರಿಗೆ ವಿಶೇಷ ಅಲಂಕಾರ ಮಾಡಿ ಮಹಾಮಂಗಳಾರತಿ ನೆರವೇರಿಸಲಾಯಿತು. ಭಕ್ತರು ಹೆಚ್ಚಿನ ಸಂಖ್ಯೆಯಲ್ಲಿ ಭಾಗವಹಿಸಿ ದೇವರ ದರ್ಶನ ಪಡೆದರು. ಶ್ರೀ ಪ್ರಸನ್ನ ಗಣಪತಿ ದೇವರಿಗೆ ವಿಶೇಷ ಅಲಂಕಾರ ಮಾಡಿ ಮಹಾಮಂಗಳಾರತಿ ನೆರವೇರಿಸಲಾಯಿತು. ಭಕ್ತರು ಹೆಚ್ಚಿನ ಸಂಖ್ಯೆಯಲ್ಲಿ ಭಾಗವಹಿಸಿ ದೇವರ ದರ್ಶನ ಪಡೆದರು. ಶ್ರೀ ಪ್ರಸನ್ನ ಗಣಪತಿ ದೇವರಿಗೆ ವಿಶೇಷ ಅಲಂಕಾರ ಮಾಡಿ ಮಹಾಮಂಗಳಾರತಿ ನೆರವೇರಿಸಲಾಯಿತು. ಭಕ್ತರು ಹೆಚ್ಚಿನ ಸಂಖ್ಯೆಯಲ್ಲಿ ಭಾಗವಹಿಸಿ ದೇವರ ದರ್ಶನ ಪಡೆದರು. xyxy=(989,1935,1175,2138)
masthead-logo xyxy=(34,75,218,105)
photo-ganesha-idol xyxy=(754,1932,982,2324)
page-border-right xyxy=(1504,65,1507,2431)
divider-chaturthi-right xyxy=(1181,1932,1182,2414)
headline-independence-line1: ತುಮಕೂರು ಜಿಲ್ಲಾಡಳಿತದಿಂದ xyxy=(147,1806,428,1841)
mavatturu-body-col4: ನೀಡಿದ್ದಾರೆ. ಪಂಚಾಯಿತಿ ವ್ಯಾಪ್ತಿಯಲ್ಲಿ 1.10 ಕೋಟಿ ರೂ. ವೆಚ್ಚದಲ್ಲಿ ವಿವಿಧ ಅಭಿವೃದ್ಧಿ ಕಾಮಗಾರಿಗಳು ನಡೆದಿವೆ. 12 ಮನೆಗಳಿಗೆ ಹೊಸ ನಿವೇಶನ ನೀಡಲಾಗಿದೆ. ನೀಡಿದ್ದಾರೆ. ಪಂಚಾಯಿತಿ ವ್ಯಾಪ್ತಿಯಲ್ಲಿ 1.10 ಕೋಟಿ ರೂ. ವೆಚ್ಚದಲ್ಲಿ ವಿವಿಧ ಅಭಿವೃದ್ಧಿ ಕಾಮಗಾರಿಗಳು ನಡೆದಿವೆ. 12 ಮನೆಗಳಿಗೆ ಹೊಸ ನಿವೇಶನ ನೀಡಲಾಗಿದೆ. ನೀಡಿದ್ದಾರೆ. ಪಂಚಾಯಿತಿ ವ್ಯಾಪ್ತಿಯಲ್ಲಿ 1.10 ಕೋಟಿ ರೂ. ವೆಚ್ಚದಲ್ಲಿ ವಿವಿಧ ಅಭಿವೃದ್ಧಿ ಕಾಮಗಾರಿಗಳು ನಡೆದಿವೆ. 12 ಮನೆಗಳಿಗೆ ಹೊಸ ನಿವೇಶನ ನೀಡಲಾಗಿದೆ. ನೀಡಿದ್ದಾರೆ. ಪಂಚಾಯಿತಿ ವ್ಯಾಪ್ತಿಯಲ್ಲಿ 1.10 ಕೋಟಿ ರೂ. ವೆಚ್ಚದಲ್ಲಿ ವಿವಿಧ ಅಭಿವೃದ್ಧಿ ಕಾಮಗಾರಿಗಳು ನಡೆದಿವೆ. 12 ಮನೆಗಳಿಗೆ ಹೊಸ ನಿವೇಶನ ನೀಡಲಾಗಿದೆ. xyxy=(1190,180,1333,554)
photo-knr-leaders xyxy=(34,890,350,1098)
headline-media-kit: ಹಿಂದುಳಿದ ವರ್ಗಗಳ ಮಾಧ್ಯಮ ಮಾನ್ಯತೆ ಹೊಂದಿದ ಪತ್ರಕರ್ತರಿಗೆ ಮೀಡಿಯಾ ಕಿಟ್ : ಅರ್ಜಿ ಆಹ್ವಾನ xyxy=(571,649,1474,682)
divider-mavatturu-right xyxy=(1181,178,1182,636)
chaturthi-body-col1: ಹುಳಿಯಾರು: ಪಟ್ಟಣದ ಶ್ರೀ ಪ್ರಸನ್ನ ಗಣಪತಿ ದೇವಾಲಯದಲ್ಲಿ ಮಂಗಳವಾರದಂದು ಅಂಗಾರಕ ಸಂಕಷ್ಟಹರದ ಚತುರ್ಥಿ ಅಂಗವಾಗಿ ವಿಶೇಷ ಪೂಜೆ ಹಾಗೂ ಭಜನೆ ಕಾರ್ಯಕ್ರಮ ನಡೆಯಿತು. ಹುಳಿಯಾರು: ಪಟ್ಟಣದ ಶ್ರೀ ಪ್ರಸನ್ನ ಗಣಪತಿ ದೇವಾಲಯದಲ್ಲಿ ಮಂಗಳವಾರದಂದು ಅಂಗಾರಕ ಸಂಕಷ್ಟಹರದ ಚತುರ್ಥಿ ಅಂಗವಾಗಿ ವಿಶೇಷ ಪೂಜೆ ಹಾಗೂ ಭಜನೆ ಕಾರ್ಯಕ್ರಮ ನಡೆಯಿತು. ಹುಳಿಯಾರು: ಪಟ್ಟಣದ ಶ್ರೀ ಪ್ರಸನ್ನ ಗಣಪತಿ ದೇವಾಲಯದಲ್ಲಿ ಮಂಗಳವಾರದಂದು ಅಂಗಾರಕ ಸಂಕಷ್ಟಹರದ ಚತುರ್ಥಿ ಅಂಗವಾಗಿ ವಿಶೇಷ ಪೂಜೆ ಹಾಗೂ ಭಜನೆ ಕಾರ್ಯಕ್ರಮ ನಡೆಯಿತು. ಹುಳಿಯಾರು: ಪಟ್ಟಣದ ಶ್ರೀ ಪ್ರಸನ್ನ ಗಣಪತಿ ದೇವಾಲಯದಲ್ಲಿ ಮಂಗಳವಾರದಂದು ಅಂಗಾರಕ ಸಂಕಷ್ಟಹರದ ಚತುರ್ಥಿ ಅಂಗವಾಗಿ ವಿಶೇಷ ಪೂಜೆ ಹಾಗೂ ಭಜನೆ ಕಾರ್ಯಕ್ರಮ ನಡೆಯಿತು. xyxy=(561,1935,746,2233)
divider-mid-2 xyxy=(557,1172,1487,1173)
corporate-body-colP2: ಸಭೆಯಲ್ಲಿ ಕಾರ್ಮಿಕ ಮುಖಂಡರು ಮಾತನಾಡಿ ಕೇಂದ್ರ ಸರ್ಕಾರದ ಕಾರ್ಮಿಕ ವಿರೋಧಿ ನೀತಿಗಳನ್ನು ವಿರೋಧಿಸಿದರು. ಸಭೆಯಲ್ಲಿ ಕಾರ್ಮಿಕ ಮುಖಂಡರು ಮಾತನಾಡಿ ಕೇಂದ್ರ ಸರ್ಕಾರದ ಕಾರ್ಮಿಕ ವಿರೋಧಿ ನೀತಿಗಳನ್ನು ವಿರೋಧಿಸಿದರು. ಸಭೆಯಲ್ಲಿ ಕಾರ್ಮಿಕ ಮುಖಂಡರು ಮಾತನಾಡಿ ಕೇಂದ್ರ ಸರ್ಕಾರದ ಕಾರ್ಮಿಕ ವಿರೋಧಿ ನೀತಿಗಳನ್ನು ವಿರೋಧಿಸಿದರು. ಸಭೆಯಲ್ಲಿ ಕಾರ್ಮಿಕ ಮುಖಂಡರು ಮಾತನಾಡಿ ಕೇಂದ್ರ ಸರ್ಕಾರದ ಕಾರ್ಮಿಕ ವಿರೋಧಿ ನೀತಿಗಳನ್ನು ವಿರೋಧಿಸಿದರು. xyxy=(992,1522,1175,1744)
photo-mavatturu-press-meet xyxy=(792,178,1175,422)
photo-nidagallu-group xyxy=(41,205,538,524)
chaturthi-photo-below-text: ವರ್ಷದಲ್ಲಿ ಕೆಲವೊಮ್ಮೆ ಮಂಗಳವಾರದ ದಿನ ಸಂಕಷ್ಟಹರ ಚತುರ್ಥಿ ಬಂದರೆ ಅದನ್ನು ಅಂಗಾರಕ ಚತುರ್ಥಿ ಎಂದು ಕರೆಯಲಾಗುತ್ತದೆ. xyxy=(754,2332,982,2385)
divider-left-3 xyxy=(26,2107,549,2109)
mavatturu-body-colP2: ಮಾವತ್ತೂರು ಗ್ರಾಮ ಪಂಚಾಯಿತಿ ವ್ಯಾಪ್ತಿಯ ಗ್ರಾಮಗಳಲ್ಲಿ ಪ್ರತಿ ಮನೆಗೆ ಕುಡಿಯುವ ನೀರು ಹಾಗೂ ಮೂಲಸೌಕರ್ಯ ಒದಗಿಸಲಾಗಿದೆ ಎಂದರು. ಮಾವತ್ತೂರು ಗ್ರಾಮ ಪಂಚಾಯಿತಿ ವ್ಯಾಪ್ತಿಯ ಗ್ರಾಮಗಳಲ್ಲಿ ಪ್ರತಿ ಮನೆಗೆ ಕುಡಿಯುವ ನೀರು ಹಾಗೂ ಮೂಲಸೌಕರ್ಯ ಒದಗಿಸಲಾಗಿದೆ ಎಂದರು. ಮಾವತ್ತೂರು ಗ್ರಾಮ ಪಂಚಾಯಿತಿ ವ್ಯಾಪ್ತಿಯ ಗ್ರಾಮಗಳಲ್ಲಿ ಪ್ರತಿ ಮನೆಗೆ ಕುಡಿಯುವ ನೀರು ಹಾಗೂ ಮೂಲಸೌಕರ್ಯ ಒದಗಿಸಲಾಗಿದೆ ಎಂದರು. xyxy=(992,433,1175,618)
photo-mavatturu-illustration xyxy=(792,178,1175,422)
headline-chaturthi: ಹುಳಿಯಾರಿನಲ್ಲಿ ಅಂಗಾರಕ ಸಂಕಷ್ಟಹರದ ಚತುರ್ಥಿ ಆಚರಣೆ xyxy=(659,1874,1385,1919)
headline-nidagallu-line1: ನಿಡಗಲ್ಲು ಉತ್ಸವ ಹಾಗೂ ಜಾತ್ರೆಗೆ ಭಾಗವಹಿಸಲು xyxy=(75,127,501,159)
masthead xyxy=(34,75,218,105)
knr-body-col2: ಅಪೆಕ್ಸ್ ಬ್ಯಾಂಕ್ ಅಧ್ಯಕ್ಷರಾಗಿ ರೈತರ ಸಾಲ ಸೌಲಭ್ಯ ಯೋಜನೆಗಳನ್ನು ಜಾರಿಗೆ ತಂದಿದ್ದಾರೆ. ಸಹಕಾರ ಕ್ಷೇತ್ರದ ಬೆಳವಣಿಗೆಗೆ ಅವರ ಕೊಡುಗೆ ಅಪಾರ. ಕಾಂಗ್ರೆಸ್ ಹೈಕಮಾಂಡ್ ಈ ನಿರ್ಧಾರವನ್ನು ಪುನರ್ ಪರಿಶೀಲಿಸಬೇಕು ಎಂದು ಆಗ್ರಹಿಸಿದರು. ಅಪೆಕ್ಸ್ ಬ್ಯಾಂಕ್ ಅಧ್ಯಕ್ಷರಾಗಿ ರೈತರ ಸಾಲ ಸೌಲಭ್ಯ ಯೋಜನೆಗಳನ್ನು ಜಾರಿಗೆ ತಂದಿದ್ದಾರೆ. ಸಹಕಾರ ಕ್ಷೇತ್ರದ ಬೆಳವಣಿಗೆಗೆ ಅವರ ಕೊಡುಗೆ ಅಪಾರ. ಕಾಂಗ್ರೆಸ್ ಹೈಕಮಾಂಡ್ ಈ ನಿರ್ಧಾರವನ್ನು ಪುನರ್ ಪರಿಶೀಲಿಸಬೇಕು ಎಂದು ಆಗ್ರಹಿಸಿದರು. ಅಪೆಕ್ಸ್ ಬ್ಯಾಂಕ್ ಅಧ್ಯಕ್ಷರಾಗಿ ರೈತರ ಸಾಲ ಸೌಲಭ್ಯ ಯೋಜನೆಗಳನ್ನು ಜಾರಿಗೆ ತಂದಿದ್ದಾರೆ. ಸಹಕಾರ ಕ್ಷೇತ್ರದ ಬೆಳವಣಿಗೆಗೆ ಅವರ ಕೊಡುಗೆ ಅಪಾರ. ಕಾಂಗ್ರೆಸ್ ಹೈಕಮಾಂಡ್ ಈ ನಿರ್ಧಾರವನ್ನು ಪುನರ್ ಪರಿಶೀಲಿಸಬೇಕು ಎಂದು ಆಗ್ರಹಿಸಿದರು. ಅಪೆಕ್ಸ್ ಬ್ಯಾಂಕ್ ಅಧ್ಯಕ್ಷರಾಗಿ ರೈತರ ಸಾಲ ಸೌಲಭ್ಯ ಯೋಜನೆಗಳನ್ನು ಜಾರಿಗೆ ತಂದಿದ್ದಾರೆ. ಸಹಕಾರ ಕ್ಷೇತ್ರದ ಬೆಳವಣಿಗೆಗೆ ಅವರ ಕೊಡುಗೆ ಅಪಾರ. ಕಾಂಗ್ರೆಸ್ ಹೈಕಮಾಂಡ್ ಈ ನಿರ್ಧಾರವನ್ನು ಪುನರ್ ಪರಿಶೀಲಿಸಬೇಕು ಎಂದು ಆಗ್ರಹಿಸಿದರು. xyxy=(294,1108,548,1406)
media-kit-body-col3: ಅರ್ಜಿಯಲ್ಲಿ ನಮೂದಿಸಲಾಗಿರುವ ಸಂಸ್ಥೆಯ ವಿವರ, ಪ್ರಸಾರ ಸಂಖ್ಯೆ, ಎಲ್ಲಾ ಮಾಹಿತಿಗಳಿಗೆ ಅಧಿಕೃತ ಪತ್ರಿಕೆಯ ಮಾಧ್ಯಮ ಪಟ್ಟಿಯ ವಿವರ ಸಲ್ಲಿಸಬೇಕು. ಅರ್ಜಿಯಲ್ಲಿ ನಮೂದಿಸಲಾಗಿರುವ ಸಂಸ್ಥೆಯ ವಿವರ, ಪ್ರಸಾರ ಸಂಖ್ಯೆ, ಎಲ್ಲಾ ಮಾಹಿತಿಗಳಿಗೆ ಅಧಿಕೃತ ಪತ್ರಿಕೆಯ ಮಾಧ್ಯಮ ಪಟ್ಟಿಯ ವಿವರ ಸಲ್ಲಿಸಬೇಕು. ಅರ್ಜಿಯಲ್ಲಿ ನಮೂದಿಸಲಾಗಿರುವ ಸಂಸ್ಥೆಯ ವಿವರ, ಪ್ರಸಾರ ಸಂಖ್ಯೆ, ಎಲ್ಲಾ ಮಾಹಿತಿಗಳಿಗೆ ಅಧಿಕೃತ ಪತ್ರಿಕೆಯ ಮಾಧ್ಯಮ ಪಟ್ಟಿಯ ವಿವರ ಸಲ್ಲಿಸಬೇಕು. xyxy=(936,706,1111,928)
loan-body-col2: ಯೋಜನೆ), ಭೂ ಒಡೆತನ, ಮೈಕ್ರೋ ಕ್ರೆಡಿಟ್ ಯೋಜನೆ ಹಾಗೂ ಗಂಗಾಕಲ್ಯಾಣ ಯೋಜನೆಗಳಡಿ ಸಾಲ ಸೌಲಭ್ಯ ಪಡೆಯಲು ಅರ್ಜಿ ಸಲ್ಲಿಸುವಂತೆ ಇಲಾಖೆಯ ಅಧಿಕಾರಿಗಳು ಪ್ರಕಟಣೆಯಲ್ಲಿ ತಿಳಿಸಿದ್ದಾರೆ. ಯೋಜನೆ), ಭೂ ಒಡೆತನ, ಮೈಕ್ರೋ ಕ್ರೆಡಿಟ್ ಯೋಜನೆ ಹಾಗೂ ಗಂಗಾಕಲ್ಯಾಣ ಯೋಜನೆಗಳಡಿ ಸಾಲ ಸೌಲಭ್ಯ ಪಡೆಯಲು ಅರ್ಜಿ ಸಲ್ಲಿಸುವಂತೆ ಇಲಾಖೆಯ ಅಧಿಕಾರಿಗಳು ಪ್ರಕಟಣೆಯಲ್ಲಿ ತಿಳಿಸಿದ್ದಾರೆ. ಯೋಜನೆ), ಭೂ ಒಡೆತನ, ಮೈಕ್ರೋ ಕ್ರೆಡಿಟ್ ಯೋಜನೆ ಹಾಗೂ ಗಂಗಾಕಲ್ಯಾಣ ಯೋಜನೆಗಳಡಿ ಸಾಲ ಸೌಲಭ್ಯ ಪಡೆಯಲು ಅರ್ಜಿ ಸಲ್ಲಿಸುವಂತೆ ಇಲಾಖೆಯ ಅಧಿಕಾರಿಗಳು ಪ್ರಕಟಣೆಯಲ್ಲಿ ತಿಳಿಸಿದ್ದಾರೆ. xyxy=(294,2162,548,2328)
headline-corporate-red: ಕಾರ್ಪೋರೇಟ್ ಕಂಪನಿಗಳೇ ದೇಶ ಬಿಟ್ಟುತೊಲಗಿ: xyxy=(636,1178,1172,1219)
divider-corporate-right xyxy=(1181,1232,1182,1839)
headline-nidagallu-line2: ವಾಲ್ಮೀಕಿ ಸಂಜಯ್ ಕುಮಾರ್ ಸ್ವಾಮೀಜಿ ಕರೆ xyxy=(94,166,481,198)
media-kit-body-col1: ತುಮಕೂರು: ಪತ್ರಿಕೋದ್ಯಮದಲ್ಲಿ ಕಾರ್ಯನಿರ್ವಹಿಸುತ್ತಿರುವ ಹಿಂದುಳಿದ ವರ್ಗಗಳ ಸಮುದಾಯಕ್ಕೆ ಸೇರಿರುವ ಪತ್ರಕರ್ತರನ್ನು ಪೋತ್ಸಾಹಿಸುವ ಉದ್ದೇಶದಿಂದ ಮಾಧ್ಯಮ ಮಾನ್ಯತೆ ಹೊಂದಿದ ಪತ್ರಕರ್ತರಿಗೆ ಮೀಡಿಯಾ ಕಿಟ್ ನೀಡಲು ಅರ್ಜಿ ಆಹ್ವಾನಿಸಲಾಗಿದೆ. ತುಮಕೂರು: ಪತ್ರಿಕೋದ್ಯಮದಲ್ಲಿ ಕಾರ್ಯನಿರ್ವಹಿಸುತ್ತಿರುವ ಹಿಂದುಳಿದ ವರ್ಗಗಳ ಸಮುದಾಯಕ್ಕೆ ಸೇರಿರುವ ಪತ್ರಕರ್ತರನ್ನು ಪೋತ್ಸಾಹಿಸುವ ಉದ್ದೇಶದಿಂದ ಮಾಧ್ಯಮ ಮಾನ್ಯತೆ ಹೊಂದಿದ ಪತ್ರಕರ್ತರಿಗೆ ಮೀಡಿಯಾ ಕಿಟ್ ನೀಡಲು ಅರ್ಜಿ ಆಹ್ವಾನಿಸಲಾಗಿದೆ. xyxy=(561,706,736,947)
independence-body-col2: ಶಾಸಕ ಬಿ. ಸುರೇಶ್‌ಗೌಡ, ಜಿಲ್ಲೆಯ ವಿವಿಧ ಜನಪ್ರತಿನಿಧಿಗಳು ಸೇರಿದಂತೆ ಗಣ್ಯರು, ಶಾಲಾ ಕಾಲೇಜು ವಿದ್ಯಾರ್ಥಿಗಳು ಹಾಗೂ ಸಾರ್ವಜನಿಕರು ಭಾಗವಹಿಸುವರು. ಬಿಂಬಿಸುವ ಸಾಂಸ್ಕೃತಿಕ ಕಾರ್ಯಕ್ರಮಗಳು ಹಾಗೂ ವಿದ್ಯಾರ್ಥಿನಿಯರಿಂದ ಸಾಂಸ್ಕೃತಿಕ ಕಾರ್ಯಕ್ರಮಗಳು ಜರುಗಲಿವೆ. ಶಾಸಕ ಬಿ. ಸುರೇಶ್‌ಗೌಡ, ಜಿಲ್ಲೆಯ ವಿವಿಧ ಜನಪ್ರತಿನಿಧಿಗಳು ಸೇರಿದಂತೆ ಗಣ್ಯರು, ಶಾಲಾ ಕಾಲೇಜು ವಿದ್ಯಾರ್ಥಿಗಳು ಹಾಗೂ ಸಾರ್ವಜನಿಕರು ಭಾಗವಹಿಸುವರು. ಬಿಂಬಿಸುವ ಸಾಂಸ್ಕೃತಿಕ ಕಾರ್ಯಕ್ರಮಗಳು ಹಾಗೂ ವಿದ್ಯಾರ್ಥಿನಿಯರಿಂದ ಸಾಂಸ್ಕೃತಿಕ ಕಾರ್ಯಕ್ರಮಗಳು ಜರುಗಲಿವೆ. xyxy=(294,1896,548,2061)
page-border-left xyxy=(5,65,7,2431)
